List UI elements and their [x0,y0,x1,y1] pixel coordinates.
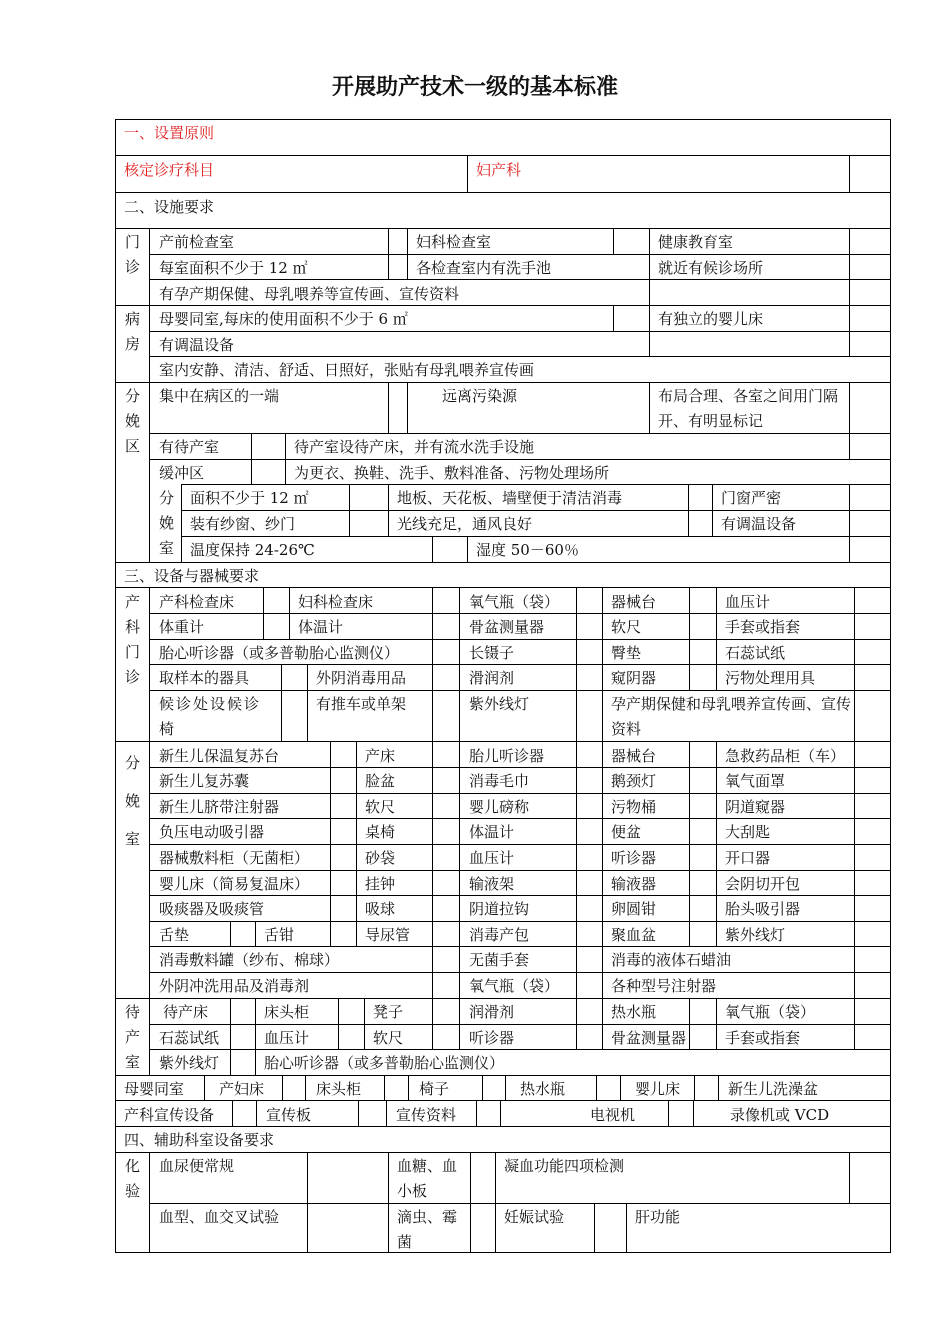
cell: 会阴切开包 [725,875,801,893]
cell: 有调温设备 [721,515,797,533]
cell: 鹅颈灯 [611,772,657,790]
cell: 母婴同室,每床的使用面积不少于 6 ㎡ [159,310,408,328]
cell: 血型、血交叉试验 [159,1208,280,1226]
cell: 新生儿复苏囊 [159,772,250,790]
group-label-labor-room: 待产室 [124,1003,140,1071]
cell: 氧气瓶（袋） [725,1003,816,1021]
cell: 热水瓶 [611,1003,657,1021]
cell: 长镊子 [469,644,515,662]
cell: 光线充足，通风良好 [397,515,533,533]
group-label-clinic: 门诊 [124,233,140,276]
cell: 产前检查室 [159,233,235,251]
cell: 为更衣、换鞋、洗手、敷料准备、污物处理场所 [294,464,610,482]
cell: 婴儿床（简易复温床） [159,875,310,893]
cell: 取样本的器具 [159,669,250,687]
group-label-delivery-equipment: 分娩室 [124,754,140,848]
cell: 消毒敷料罐（纱布、棉球） [159,951,340,969]
cell: 床头柜 [264,1003,310,1021]
cell: 消毒毛巾 [469,772,530,790]
section-heading-auxiliary: 四、辅助科室设备要求 [124,1131,275,1149]
cell: 有推车或单架 [316,695,407,713]
cell: 体温计 [469,823,515,841]
cell: 氧气面罩 [725,772,786,790]
cell: 吸痰器及吸痰管 [159,900,265,918]
cell: 床头柜 [316,1080,362,1098]
cell: 椅子 [419,1080,450,1098]
cell: 外阴冲洗用品及消毒剂 [159,977,310,995]
cell: 新生儿脐带注射器 [159,798,280,816]
cell: 污物桶 [611,798,657,816]
cell: 宣传板 [266,1106,312,1124]
cell: 地板、天花板、墙壁便于清洁消毒 [397,489,623,507]
cell: 产床 [365,747,396,765]
cell: 滑润剂 [469,669,515,687]
cell: 大刮匙 [725,823,771,841]
cell: 集中在病区的一端 [159,387,280,405]
cell: 石蕊试纸 [159,1029,220,1047]
cell: 有独立的婴儿床 [658,310,764,328]
group-label-ward: 病房 [124,310,140,353]
cell: 体重计 [159,618,205,636]
cell: 便盆 [611,823,642,841]
cell: 装有纱窗、纱门 [190,515,296,533]
cell: 妊娠试验 [504,1208,565,1226]
cell: 滴虫、霉菌 [397,1208,458,1251]
cell: 肝功能 [635,1208,681,1226]
cell: 新生儿保温复苏台 [159,747,280,765]
cell: 砂袋 [365,849,396,867]
group-label-delivery-area: 分娩区 [124,387,140,455]
cell: 器械台 [611,593,657,611]
cell: 胎儿听诊器 [469,747,545,765]
cell: 母婴同室 [124,1080,185,1098]
cell: 消毒产包 [469,926,530,944]
cell: 软尺 [365,798,396,816]
cell: 吸球 [365,900,396,918]
group-label-obstetric-clinic: 产科门诊 [124,593,140,686]
cell: 血尿便常规 [159,1157,235,1175]
cell: 软尺 [373,1029,404,1047]
cell: 手套或指套 [725,618,801,636]
cell: 产科宣传设备 [124,1106,215,1124]
cell: 胎心听诊器（或多普勒胎心监测仪） [264,1054,505,1072]
cell: 待产室设待产床，并有流水洗手设施 [294,438,535,456]
cell: 产妇床 [219,1080,265,1098]
cell: 氧气瓶（袋） [469,977,560,995]
cell: 污物处理用具 [725,669,816,687]
cell: 待产床 [163,1003,209,1021]
cell: 氧气瓶（袋） [469,593,560,611]
cell: 面积不少于 12 ㎡ [190,489,309,507]
cell: 外阴消毒用品 [316,669,407,687]
cell: 开口器 [725,849,771,867]
cell: 器械台 [611,747,657,765]
cell: 软尺 [611,618,642,636]
cell: 有调温设备 [159,336,235,354]
cell: 婴儿磅称 [469,798,530,816]
cell: 桌椅 [365,823,396,841]
cell: 有孕产期保健、母乳喂养等宣传画、宣传资料 [159,285,460,303]
cell: 臀垫 [611,644,642,662]
cell: 电视机 [590,1106,636,1124]
cell: 脸盆 [365,772,396,790]
cell: 胎头吸引器 [725,900,801,918]
section-heading-principles: 一、设置原则 [124,124,215,142]
cell: 紫外线灯 [725,926,786,944]
cell: 阴道窥器 [725,798,786,816]
cell: 骨盆测量器 [611,1029,687,1047]
cell: 阴道拉钩 [469,900,530,918]
cell: 门窗严密 [721,489,782,507]
page-title: 开展助产技术一级的基本标准 [331,75,618,100]
cell: 导尿管 [365,926,411,944]
cell: 舌钳 [264,926,295,944]
cell: 负压电动吸引器 [159,823,265,841]
section-heading-equipment: 三、设备与器械要求 [124,567,260,585]
cell: 紫外线灯 [159,1054,220,1072]
cell: 有待产室 [159,438,220,456]
cell: 宣传资料 [396,1106,457,1124]
cell: 舌垫 [159,926,190,944]
cell: 输液器 [611,875,657,893]
cell: 孕产期保健和母乳喂养宣传画、宣传资料 [611,695,852,738]
cell: 血压计 [469,849,515,867]
cell: 血糖、血小板 [397,1157,458,1200]
cell-label-approved-dept: 核定诊疗科目 [124,161,215,179]
cell: 石蕊试纸 [725,644,786,662]
cell: 听诊器 [469,1029,515,1047]
cell: 健康教育室 [658,233,734,251]
cell: 紫外线灯 [469,695,530,713]
section-heading-facilities: 二、设施要求 [124,198,215,216]
cell: 热水瓶 [520,1080,566,1098]
cell: 就近有候诊场所 [658,259,764,277]
cell: 输液架 [469,875,515,893]
cell: 窥阴器 [611,669,657,687]
cell: 新生儿洗澡盆 [728,1080,819,1098]
cell: 产科检查床 [159,593,235,611]
cell: 候诊处设候诊椅 [159,695,262,738]
cell: 妇科检查室 [416,233,492,251]
cell: 手套或指套 [725,1029,801,1047]
cell: 血压计 [264,1029,310,1047]
cell: 聚血盆 [611,926,657,944]
cell: 卵圆钳 [611,900,657,918]
cell: 血压计 [725,593,771,611]
cell: 室内安静、清洁、舒适、日照好，张贴有母乳喂养宣传画 [159,361,535,379]
cell: 妇科检查床 [298,593,374,611]
group-label-lab: 化验 [124,1157,140,1200]
cell: 每室面积不少于 12 ㎡ [159,259,308,277]
cell-value-approved-dept: 妇产科 [476,161,522,179]
cell: 体温计 [298,618,344,636]
cell: 温度保持 24-26℃ [190,541,315,559]
cell: 润滑剂 [469,1003,515,1021]
cell: 听诊器 [611,849,657,867]
cell: 消毒的液体石蜡油 [611,951,732,969]
group-label-delivery-room: 分娩室 [158,489,174,557]
cell: 婴儿床 [635,1080,681,1098]
cell: 无菌手套 [469,951,530,969]
cell: 凳子 [373,1003,404,1021]
cell: 挂钟 [365,875,396,893]
cell: 湿度 50－60％ [476,541,579,559]
cell: 缓冲区 [159,464,205,482]
cell: 布局合理、各室之间用门隔开、有明显标记 [658,387,839,430]
cell: 各检查室内有洗手池 [416,259,552,277]
cell: 骨盆测量器 [469,618,545,636]
cell: 器械敷料柜（无菌柜） [159,849,310,867]
cell: 凝血功能四项检测 [504,1157,625,1175]
cell: 胎心听诊器（或多普勒胎心监测仪） [159,644,400,662]
cell: 各种型号注射器 [611,977,717,995]
cell: 录像机或 VCD [730,1106,830,1124]
cell: 急救药品柜（车） [725,747,846,765]
cell: 远离污染源 [442,387,518,405]
